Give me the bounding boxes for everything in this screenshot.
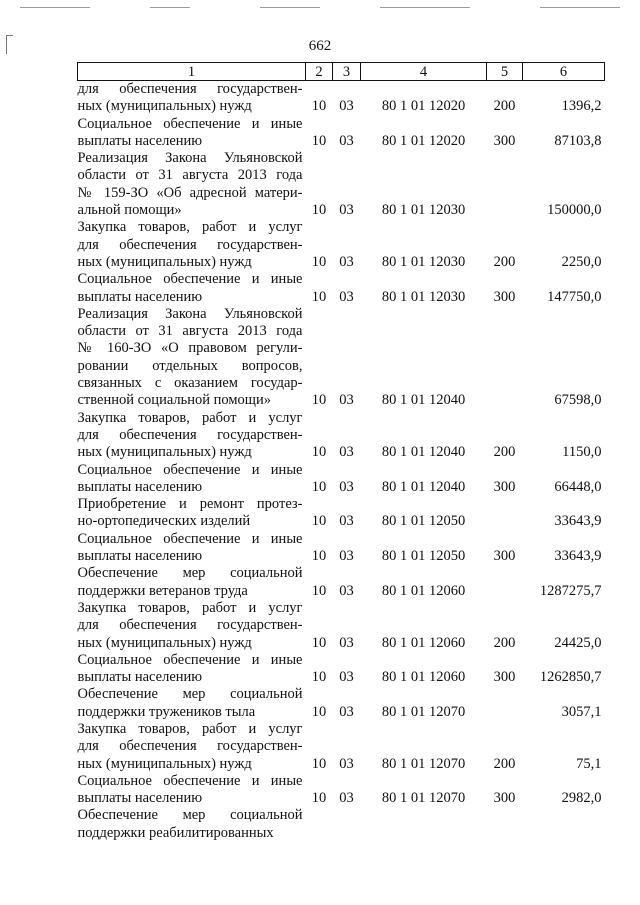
row-subsection-code: 03 [339,392,354,409]
row-name-line: Обеспечение мер социальной [77,807,303,824]
row-name-line: ных (муниципальных) нужд [77,98,252,115]
row-name [78,81,306,116]
row-name [78,462,306,497]
row-name-line: Закупка товаров, работ и услуг [77,599,303,616]
row-expense-type [487,807,523,842]
table-row [78,81,605,116]
row-target-code: 80 1 01 12070 [381,755,466,772]
table-row [78,652,605,687]
row-subsection-code: 03 [339,703,354,720]
row-expense-type: 200 [493,98,516,115]
row-name-line: ных (муниципальных) нужд [77,253,252,270]
row-name-line: поддержки реабилитированных [77,824,274,841]
row-expense-type: 300 [493,478,516,495]
row-subsection-code: 03 [339,288,354,305]
table-row [78,531,605,566]
row-expense-type [487,306,523,410]
row-amount: 2250,0 [561,253,602,270]
table-row [78,565,605,600]
row-amount: 147750,0 [547,288,602,305]
row-amount: 150000,0 [547,202,602,219]
row-name [78,773,306,808]
row-expense-type: 300 [493,669,516,686]
row-target-code: 80 1 01 12050 [381,548,466,565]
row-amount: 1150,0 [562,444,602,461]
table-row [78,600,605,652]
table-row [78,271,605,306]
table-row [78,721,605,773]
row-target-code: 80 1 01 12030 [381,253,466,270]
row-section-code: 10 [311,132,327,149]
row-expense-type [487,565,523,600]
row-section-code [306,807,333,842]
row-name [78,410,306,462]
row-subsection-code [333,807,361,842]
row-name-line: Обеспечение мер социальной [77,686,303,703]
row-name [78,531,306,566]
row-name-line: Социальное обеспечение и иные [77,651,303,668]
row-name-line: Социальное обеспечение и иные [77,772,303,789]
table-body [78,81,605,843]
row-name-line: но-ортопедических изделий [77,513,251,530]
row-name [78,807,306,842]
row-name-line: выплаты населению [77,790,203,807]
row-subsection-code: 03 [339,582,354,599]
table-row [78,807,605,842]
table-row [78,116,605,151]
row-name [78,219,306,271]
row-section-code: 10 [311,253,327,270]
row-name [78,271,306,306]
row-target-code [361,807,487,842]
row-section-code: 10 [311,669,327,686]
row-section-code: 10 [311,703,327,720]
row-amount: 24425,0 [554,634,602,651]
row-name-line: альной помощи» [77,202,182,219]
row-name [78,496,306,531]
page-number: 662 [308,38,332,54]
table-row [78,219,605,271]
row-name-line: связанных с оказанием государ- [77,375,303,392]
row-name-line: для обеспечения государствен- [77,426,303,443]
row-subsection-code: 03 [339,790,354,807]
row-target-code: 80 1 01 12030 [381,202,466,219]
row-amount: 2982,0 [561,790,602,807]
row-name-line: поддержки ветеранов труда [77,582,248,599]
row-name-line: для обеспечения государствен- [77,617,303,634]
table-row [78,410,605,462]
row-name-line: выплаты населению [77,288,203,305]
row-name-line: ровании отдельных вопросов, [77,357,303,374]
column-header-amount: 6 [523,63,605,81]
row-name-line: Обеспечение мер социальной [77,565,303,582]
row-subsection-code: 03 [339,253,354,270]
row-section-code: 10 [311,288,327,305]
row-expense-type: 300 [493,548,516,565]
row-amount: 87103,8 [554,132,602,149]
row-subsection-code: 03 [339,669,354,686]
row-name-line: Социальное обеспечение и иные [77,530,303,547]
row-name-line: выплаты населению [77,669,203,686]
row-name-line: № 159-ЗО «Об адресной матери- [77,184,303,201]
row-target-code: 80 1 01 12040 [381,444,466,461]
table-row [78,306,605,410]
row-name-line: Социальное обеспечение и иные [77,461,303,478]
row-subsection-code: 03 [339,98,354,115]
row-name-line: Приобретение и ремонт протез- [77,496,303,513]
table-row [78,150,605,219]
row-amount: 1396,2 [561,98,602,115]
row-name-line: ных (муниципальных) нужд [77,444,252,461]
row-amount [523,807,605,842]
row-name-line: Социальное обеспечение и иные [77,271,303,288]
column-header-section: 2 [306,63,333,81]
row-amount: 33643,9 [554,513,602,530]
table-row [78,773,605,808]
table-row [78,462,605,497]
column-header-expense-type: 5 [487,63,523,81]
row-subsection-code: 03 [339,634,354,651]
row-expense-type [487,150,523,219]
row-name-line: Закупка товаров, работ и услуг [77,720,303,737]
row-name-line: для обеспечения государствен- [77,81,303,97]
row-section-code: 10 [311,444,327,461]
row-target-code: 80 1 01 12040 [381,392,466,409]
row-name [78,721,306,773]
row-name [78,150,306,219]
row-name-line: поддержки тружеников тыла [77,703,256,720]
row-section-code: 10 [311,582,327,599]
row-amount: 3057,1 [561,703,602,720]
row-target-code: 80 1 01 12040 [381,478,466,495]
column-header-target-code: 4 [361,63,487,81]
row-subsection-code: 03 [339,548,354,565]
row-name-line: ных (муниципальных) нужд [77,755,252,772]
row-name [78,600,306,652]
row-subsection-code: 03 [339,202,354,219]
row-subsection-code: 03 [339,513,354,530]
row-name-line: выплаты населению [77,132,203,149]
row-expense-type [487,496,523,531]
row-section-code: 10 [311,548,327,565]
row-name [78,652,306,687]
row-subsection-code: 03 [339,132,354,149]
table-header-row [78,63,605,81]
row-section-code: 10 [311,513,327,530]
row-subsection-code: 03 [339,478,354,495]
row-name [78,565,306,600]
row-expense-type: 200 [493,755,516,772]
scan-edge-artifact [0,0,640,16]
row-target-code: 80 1 01 12060 [381,634,466,651]
row-target-code: 80 1 01 12050 [381,513,466,530]
row-name-line: для обеспечения государствен- [77,738,303,755]
table-row [78,686,605,721]
row-section-code: 10 [311,478,327,495]
row-expense-type: 300 [493,790,516,807]
row-name [78,116,306,151]
row-name-line: выплаты населению [77,548,203,565]
row-name-line: для обеспечения государствен- [77,236,303,253]
row-name-line: ственной социальной помощи» [77,392,271,409]
row-name-line: области от 31 августа 2013 года [77,167,303,184]
row-subsection-code: 03 [339,444,354,461]
row-expense-type: 200 [493,634,516,651]
row-amount: 1287275,7 [539,582,602,599]
row-name-line: Закупка товаров, работ и услуг [77,409,303,426]
table-row [78,496,605,531]
row-target-code: 80 1 01 12070 [381,790,466,807]
row-expense-type: 200 [493,444,516,461]
row-section-code: 10 [311,98,327,115]
row-target-code: 80 1 01 12070 [381,703,466,720]
row-name [78,686,306,721]
row-expense-type [487,686,523,721]
row-target-code: 80 1 01 12030 [381,288,466,305]
row-name-line: Реализация Закона Ульяновской [77,305,303,322]
row-name-line: Реализация Закона Ульяновской [77,150,303,167]
row-amount: 67598,0 [554,392,602,409]
row-name-line: Социальное обеспечение и иные [77,115,303,132]
row-section-code: 10 [311,202,327,219]
row-target-code: 80 1 01 12020 [381,132,466,149]
row-name [78,306,306,410]
row-name-line: выплаты населению [77,478,203,495]
row-section-code: 10 [311,392,327,409]
row-name-line: области от 31 августа 2013 года [77,323,303,340]
row-target-code: 80 1 01 12060 [381,582,466,599]
row-amount: 1262850,7 [539,669,602,686]
row-expense-type: 200 [493,253,516,270]
row-section-code: 10 [311,755,327,772]
row-name-line: ных (муниципальных) нужд [77,634,252,651]
row-amount: 66448,0 [554,478,602,495]
column-header-subsection: 3 [333,63,361,81]
row-target-code: 80 1 01 12060 [381,669,466,686]
row-section-code: 10 [311,790,327,807]
row-subsection-code: 03 [339,755,354,772]
row-amount: 33643,9 [554,548,602,565]
row-target-code: 80 1 01 12020 [381,98,466,115]
column-header-name: 1 [78,63,306,81]
row-name-line: № 160-ЗО «О правовом регули- [77,340,303,357]
budget-table [77,62,605,842]
row-expense-type: 300 [493,132,516,149]
row-amount: 75,1 [576,755,602,772]
row-expense-type: 300 [493,288,516,305]
row-section-code: 10 [311,634,327,651]
row-name-line: Закупка товаров, работ и услуг [77,219,303,236]
